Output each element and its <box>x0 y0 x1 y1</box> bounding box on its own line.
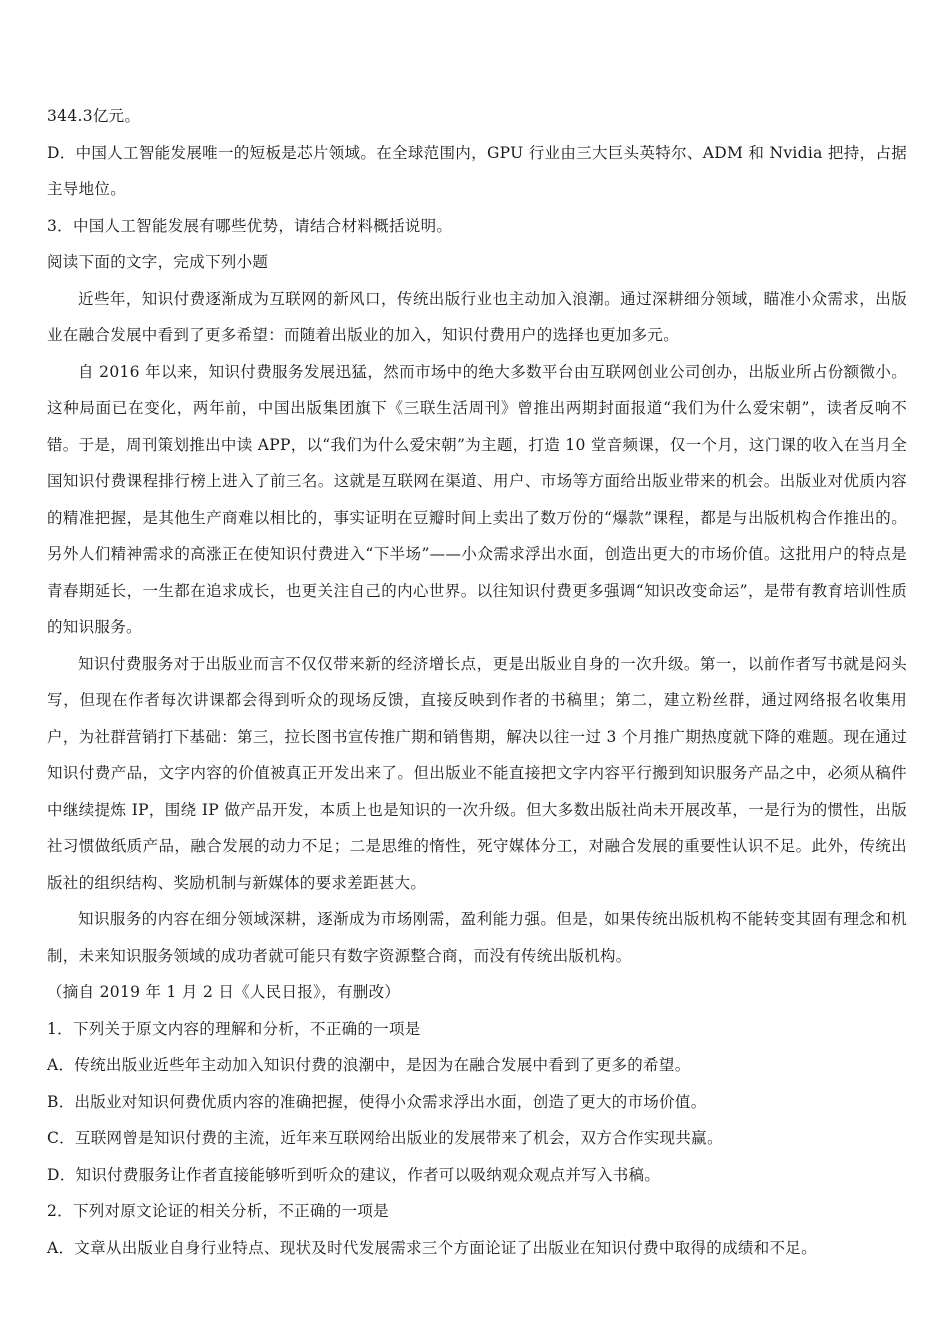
option-c: C．互联网曾是知识付费的主流，近年来互联网给出版业的发展带来了机会，双方合作实现共赢。 <box>47 1129 723 1147</box>
option-d: D．知识付费服务让作者直接能够听到听众的建议，作者可以吸纳观众观点并写入书稿。 <box>47 1165 661 1184</box>
document-page <box>47 98 907 1266</box>
section-intro: 阅读下面的文字，完成下列小题 <box>47 253 269 271</box>
question-3: 3．中国人工智能发展有哪些优势，请结合材料概括说明。 <box>47 216 453 235</box>
article-paragraph: 知识付费服务对于出版业而言不仅仅带来新的经济增长点，更是出版业自身的一次升级。第一，以前作者写书就是闷头写，但现在作者每次讲课都会得到听众的现场反馈，直接反映到作者的书稿里；第二，建立粉丝群，通过网络报名收集用户，为社群营销打下基础：第三，拉长图书宣传推广期和销售期，解决以往一过 3 个月推广期热度就下降的难题。现在通过知识付费产品，文字内容的价值被真正开发出来了。但出版业不能直接把文字内容平行搬到知识服务产品之中，必须从稿件中继续提炼 IP，围绕 IP 做产品开发，本质上也是知识的一次升级。但大多数出版社尚未开展改革，一是行为的惯性，出版社习惯做纸质产品，融合发展的动力不足；二是思维的惰性，死守媒体分工，对融合发展的重要性认识不足。此外，传统出版社的组织结构、奖励机制与新媒体的要求差距甚大。 <box>47 654 907 892</box>
article-paragraph: 近些年，知识付费逐渐成为互联网的新风口，传统出版行业也主动加入浪潮。通过深耕细分领域，瞄准小众需求，出版业在融合发展中看到了更多希望：而随着出版业的加入，知识付费用户的选择也更加多元。 <box>47 289 907 344</box>
article-paragraph: 知识服务的内容在细分领域深耕，逐渐成为市场刚需，盈利能力强。但是，如果传统出版机构不能转变其固有理念和机制，未来知识服务领域的成功者就可能只有数字资源整合商，而没有传统出版机构。 <box>47 910 907 965</box>
question-1 <box>47 1011 907 1194</box>
prev-answer-tail: 344.3亿元。 <box>47 107 141 125</box>
question-stem: 1．下列关于原文内容的理解和分析，不正确的一项是 <box>47 1019 421 1038</box>
article-source: （摘自 2019 年 1 月 2 日《人民日报》，有删改） <box>47 983 401 1001</box>
article-paragraph: 自 2016 年以来，知识付费服务发展迅猛，然而市场中的绝大多数平台由互联网创业公司创办，出版业所占份额微小。这种局面已在变化，两年前，中国出版集团旗下《三联生活周刊》曾推出两期封面报道“我们为什么爱宋朝”，读者反响不错。于是，周刊策划推出中读 APP，以“我们为什么爱宋朝”为主题，打造 10 堂音频课，仅一个月，这门课的收入在当月全国知识付费课程排行榜上进入了前三名。这就是互联网在渠道、用户、市场等方面给出版业带来的机会。出版业对优质内容的精准把握，是其他生产商难以相比的，事实证明在豆瓣时间上卖出了数万份的“爆款”课程，都是与出版机构合作推出的。另外人们精神需求的高涨正在使知识付费进入“下半场”——小众需求浮出水面，创造出更大的市场价值。这批用户的特点是青春期延长，一生都在追求成长，也更关注自己的内心世界。以往知识付费更多强调“知识改变命运”，是带有教育培训性质的知识服务。 <box>47 362 907 636</box>
article <box>47 281 907 1011</box>
prev-option-d: D．中国人工智能发展唯一的短板是芯片领域。在全球范围内，GPU 行业由三大巨头英特尔、ADM 和 Nvidia 把持，占据主导地位。 <box>47 143 907 198</box>
option-b: B．出版业对知识何费优质内容的准确把握，使得小众需求浮出水面，创造了更大的市场价值。 <box>47 1092 707 1111</box>
question-2 <box>47 1193 907 1266</box>
option-a: A．传统出版业近些年主动加入知识付费的浪潮中，是因为在融合发展中看到了更多的希望。 <box>47 1056 691 1074</box>
option-a: A．文章从出版业自身行业特点、现状及时代发展需求三个方面论证了出版业在知识付费中取得的成绩和不足。 <box>47 1238 817 1257</box>
question-stem: 2．下列对原文论证的相关分析，不正确的一项是 <box>47 1202 389 1220</box>
